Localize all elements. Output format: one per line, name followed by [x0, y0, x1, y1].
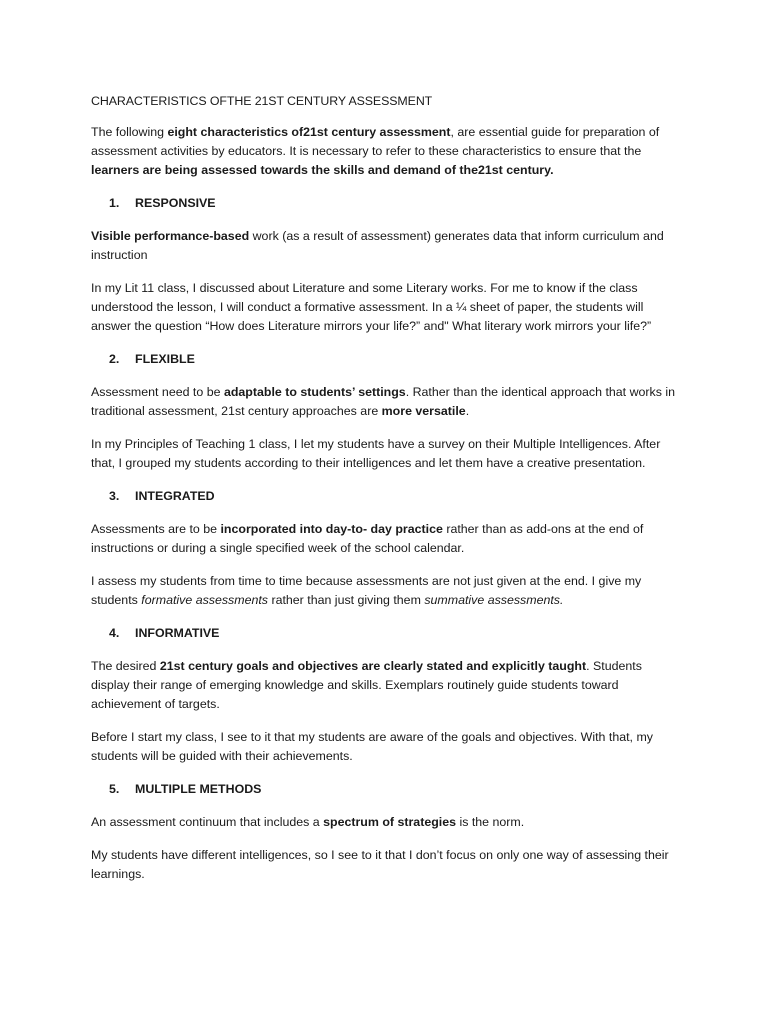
document-body: [91, 92, 683, 898]
section-definition: [91, 383, 683, 421]
italic-text: summative assessments.: [424, 593, 564, 607]
intro-paragraph: [91, 123, 683, 180]
text-run: Assessments are to be: [91, 522, 221, 536]
section-number: 2.: [109, 352, 120, 366]
bold-text: adaptable to students’ settings: [223, 385, 406, 399]
section-number: 3.: [109, 489, 120, 503]
section-heading: [91, 350, 683, 369]
section-5: [91, 780, 683, 884]
section-example: [91, 279, 683, 336]
section-heading: [91, 780, 683, 799]
section-definition: [91, 657, 683, 714]
section-example: [91, 435, 683, 473]
text-run: rather than as add-ons at the end of instructions or during a single specified week of the school calendar.: [91, 522, 644, 555]
text-run: In my Lit 11 class, I discussed about Literature and some Literary works. For me to know if the class understood the lesson, I will conduct a formative assessment. In a ¼ sheet of paper, the students will answer the question “How does Literature mirrors your life?” and" What literary work mirrors your life?”: [91, 281, 652, 333]
bold-text: more versatile: [381, 404, 466, 418]
text-run: The following: [91, 125, 168, 139]
section-heading: [91, 194, 683, 213]
section-example: [91, 572, 683, 610]
bold-text: incorporated into day-to- day practice: [220, 522, 443, 536]
section-example: [91, 728, 683, 766]
text-run: I assess my students from time to time because assessments are not just given at the end. I give my students: [91, 574, 642, 607]
text-run: An assessment continuum that includes a: [91, 815, 324, 829]
text-run: My students have different intelligences, so I see to it that I don’t focus on only one way of assessing their learnings.: [91, 848, 669, 881]
section-title: MULTIPLE METHODS: [135, 782, 262, 796]
bold-text: learners are being assessed towards the skills and demand of the21st century.: [91, 163, 554, 177]
section-definition: [91, 813, 683, 832]
bold-text: Visible performance-based: [91, 229, 250, 243]
text-run: . Rather than the identical approach that works in traditional assessment, 21st century approaches are: [91, 385, 676, 418]
section-title: INFORMATIVE: [135, 626, 220, 640]
text-run: Before I start my class, I see to it that my students are aware of the goals and objectives. With that, my students will be guided with their achievements.: [91, 730, 653, 763]
text-run: . Students display their range of emerging knowledge and skills. Exemplars routinely guide students toward achievement of targets.: [91, 659, 642, 711]
bold-text: eight characteristics of21st century assessment: [167, 125, 451, 139]
text-run: work (as a result of assessment) generates data that inform curriculum and instruction: [91, 229, 664, 262]
text-run: The desired: [91, 659, 160, 673]
section-title: FLEXIBLE: [135, 352, 195, 366]
text-run: .: [465, 404, 470, 418]
section-4: [91, 624, 683, 766]
section-number: 4.: [109, 626, 120, 640]
section-number: 1.: [109, 196, 120, 210]
text-run: is the norm.: [456, 815, 525, 829]
section-2: [91, 350, 683, 473]
section-title: RESPONSIVE: [135, 196, 216, 210]
section-heading: [91, 624, 683, 643]
text-run: Assessment need to be: [91, 385, 224, 399]
bold-text: spectrum of strategies: [323, 815, 457, 829]
section-definition: [91, 520, 683, 558]
document-title: CHARACTERISTICS OFTHE 21ST CENTURY ASSESSMENT: [91, 94, 433, 108]
section-number: 5.: [109, 782, 120, 796]
section-title: INTEGRATED: [135, 489, 215, 503]
text-run: rather than just giving them: [268, 593, 425, 607]
section-1: [91, 194, 683, 336]
italic-text: formative assessments: [141, 593, 268, 607]
bold-text: 21st century goals and objectives are clearly stated and explicitly taught: [159, 659, 587, 673]
section-definition: [91, 227, 683, 265]
text-run: In my Principles of Teaching 1 class, I let my students have a survey on their Multiple Intelligences. After that, I grouped my students according to their intelligences and let them have a creative presentation.: [91, 437, 661, 470]
text-run: , are essential guide for preparation of assessment activities by educators. It is necessary to refer to these characteristics to ensure that the: [91, 125, 660, 158]
section-heading: [91, 487, 683, 506]
section-3: [91, 487, 683, 610]
section-example: [91, 846, 683, 884]
